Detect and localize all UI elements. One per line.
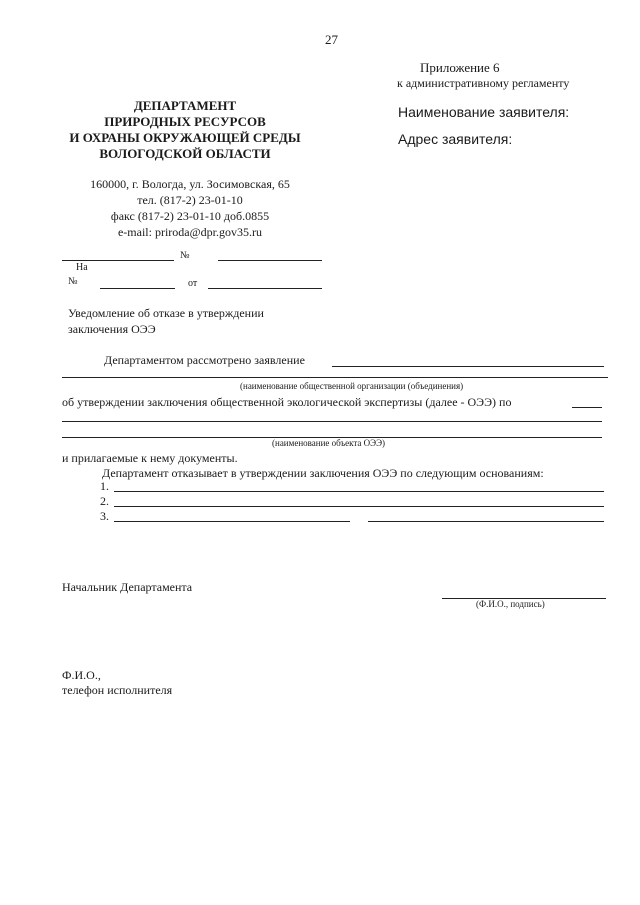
executor-phone: телефон исполнителя [62, 683, 173, 697]
ground-number-3: 3. [100, 509, 109, 523]
department-address: 160000, г. Вологда, ул. Зосимовская, 65 [90, 177, 290, 191]
org-caption: (наименование общественной организации (объединения) [240, 381, 464, 391]
eco-object-line-1 [572, 407, 602, 408]
applicant-org-line-2 [62, 377, 608, 378]
ground-number-1: 1. [100, 479, 109, 493]
reply-to-from-label: от [188, 278, 198, 289]
ground-line-2 [114, 506, 604, 507]
approval-text: об утверждении заключения общественной экологической экспертизы (далее - ОЭЭ) по [62, 395, 512, 409]
attached-docs-text: и прилагаемые к нему документы. [62, 451, 238, 465]
applicant-name-label: Наименование заявителя: [398, 104, 570, 120]
signature-caption: (Ф.И.О., подпись) [476, 599, 545, 609]
outgoing-number-line [218, 260, 322, 261]
object-caption: (наименование объекта ОЭЭ) [272, 438, 386, 448]
outgoing-number-sign: № [180, 250, 190, 261]
department-fax: факс (817-2) 23-01-10 доб.0855 [110, 209, 270, 223]
department-email: e-mail: priroda@dpr.gov35.ru [117, 225, 263, 239]
ground-line-3a [114, 521, 350, 522]
department-name-line2: ПРИРОДНЫХ РЕСУРСОВ [104, 114, 266, 129]
department-name-line3: И ОХРАНЫ ОКРУЖАЮЩЕЙ СРЕДЫ [69, 130, 301, 145]
department-phone: тел. (817-2) 23-01-10 [137, 193, 243, 207]
department-name-line1: ДЕПАРТАМЕНТ [133, 98, 237, 113]
reply-to-date-line [208, 288, 322, 289]
ground-number-2: 2. [100, 494, 109, 508]
eco-object-line-2 [62, 421, 602, 422]
refusal-text: Департамент отказывает в утверждении заключения ОЭЭ по следующим основаниям: [102, 466, 544, 480]
subject-line1: Уведомление об отказе в утверждении [68, 306, 264, 320]
reply-to-label: На [76, 262, 88, 273]
applicant-address-label: Адрес заявителя: [398, 131, 513, 147]
outgoing-date-line [62, 260, 174, 261]
department-header [40, 98, 330, 162]
head-title: Начальник Департамента [62, 580, 193, 594]
reviewed-statement-text: Департаментом рассмотрено заявление [104, 353, 305, 367]
ground-line-1 [114, 491, 604, 492]
executor-fio: Ф.И.О., [62, 668, 101, 682]
page-number: 27 [325, 32, 338, 47]
applicant-org-line-1 [332, 366, 604, 367]
department-contacts [40, 176, 340, 240]
reply-to-number-line [100, 288, 175, 289]
subject-line2: заключения ОЭЭ [68, 322, 156, 336]
department-name-line4: ВОЛОГОДСКОЙ ОБЛАСТИ [99, 146, 271, 161]
appendix-regulation: к административному регламенту [397, 76, 570, 90]
ground-line-3b [368, 521, 604, 522]
appendix-title: Приложение 6 [420, 60, 500, 75]
reply-to-number-sign: № [68, 276, 78, 287]
